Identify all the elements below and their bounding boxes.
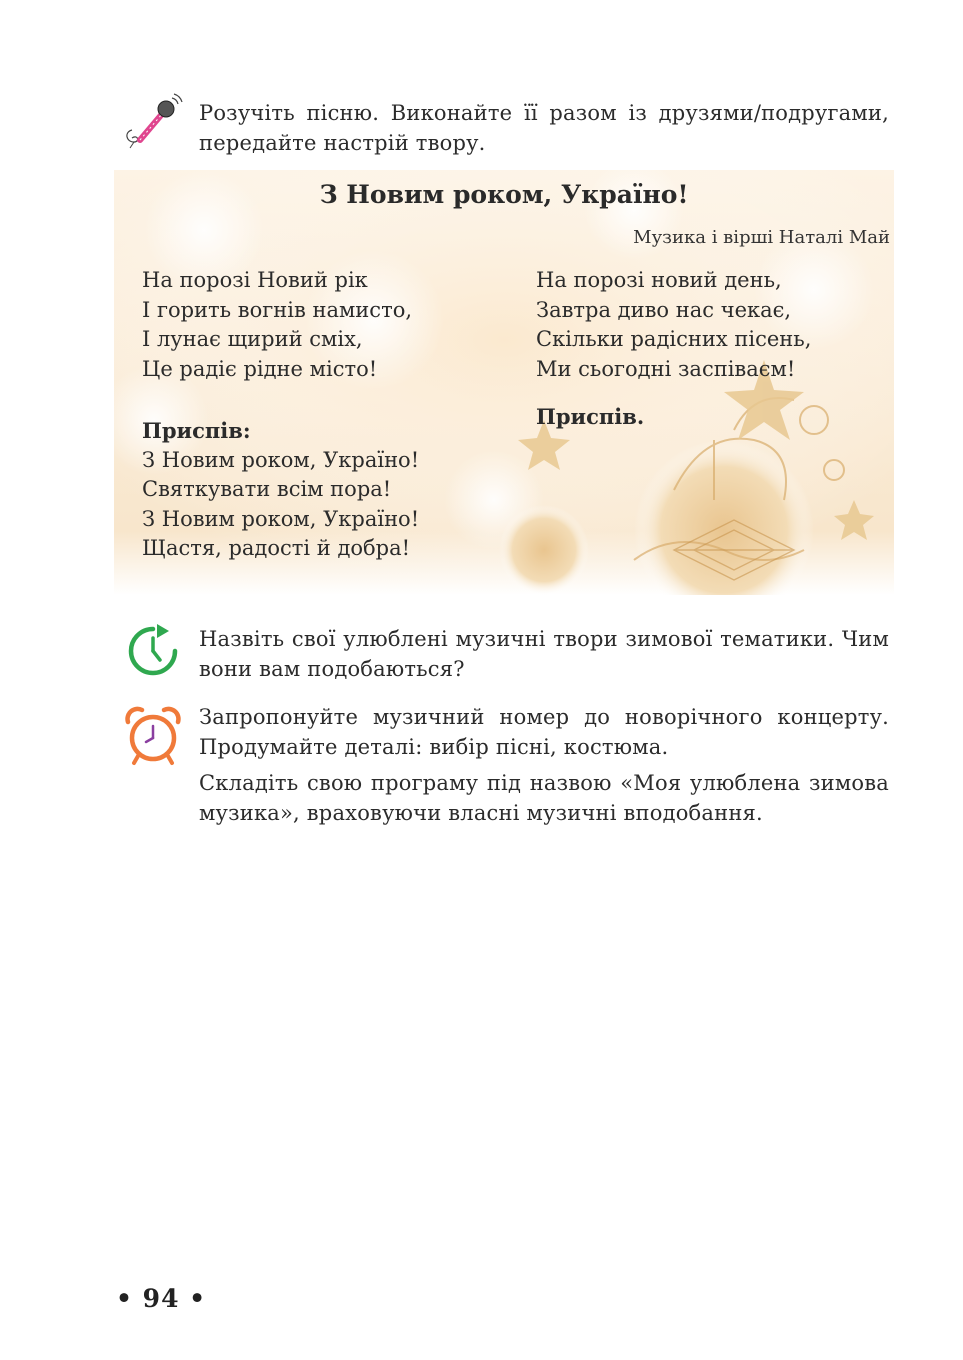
song-title: З Новим роком, Україно! [319,180,689,209]
song-right-column [536,266,811,432]
page-number: • 94 • [116,1284,207,1313]
chorus-line: Щастя, радості й добра! [142,536,411,560]
task-recall-paragraph: Назвіть свої улюблені музичні твори зимової тематики. Чим вони вам подобаються? [199,627,889,681]
alarm-clock-icon [124,706,182,766]
verse1-line: І горить вогнів намисто, [142,297,413,322]
microphone-icon [122,92,186,154]
task-sing-text [199,98,889,158]
task-recall-text [199,624,889,684]
green-clock-icon [126,624,180,678]
verse2-line: Завтра диво нас чекає, [536,297,792,322]
chorus-label: Приспів: [142,418,251,443]
chorus-line: З Новим роком, Україно! [142,447,420,472]
task-sing-paragraph: Розучіть пісню. Виконайте її разом із друзями/подругами, передайте настрій твору. [199,101,889,155]
chorus-line: Святкувати всім пора! [142,477,392,501]
song-left-column [142,266,419,564]
song-author: Музика і вірші Наталі Май [633,227,890,248]
verse1-line: Це радіє рідне місто! [142,356,378,381]
song-block [114,170,894,595]
chorus-line: З Новим роком, Україно! [142,506,420,531]
verse2-line: На порозі новий день, [536,268,782,292]
verse2-line: Скільки радісних пісень, [536,327,812,351]
task-create-paragraph-1: Запропонуйте музичний номер до новорічного концерту. Продумайте деталі: вибір пісні, костюма. [199,705,889,759]
verse1-line: І лунає щирий сміх, [142,327,363,351]
task-create-text [199,702,889,828]
task-create-paragraph-2: Складіть свою програму під назвою «Моя улюблена зимова музика», враховуючи власні музичні вподобання. [199,771,889,825]
chorus-label-repeat: Приспів. [536,404,645,429]
verse2-line: Ми сьогодні заспіваєм! [536,356,796,381]
verse1-line: На порозі Новий рік [142,268,368,292]
